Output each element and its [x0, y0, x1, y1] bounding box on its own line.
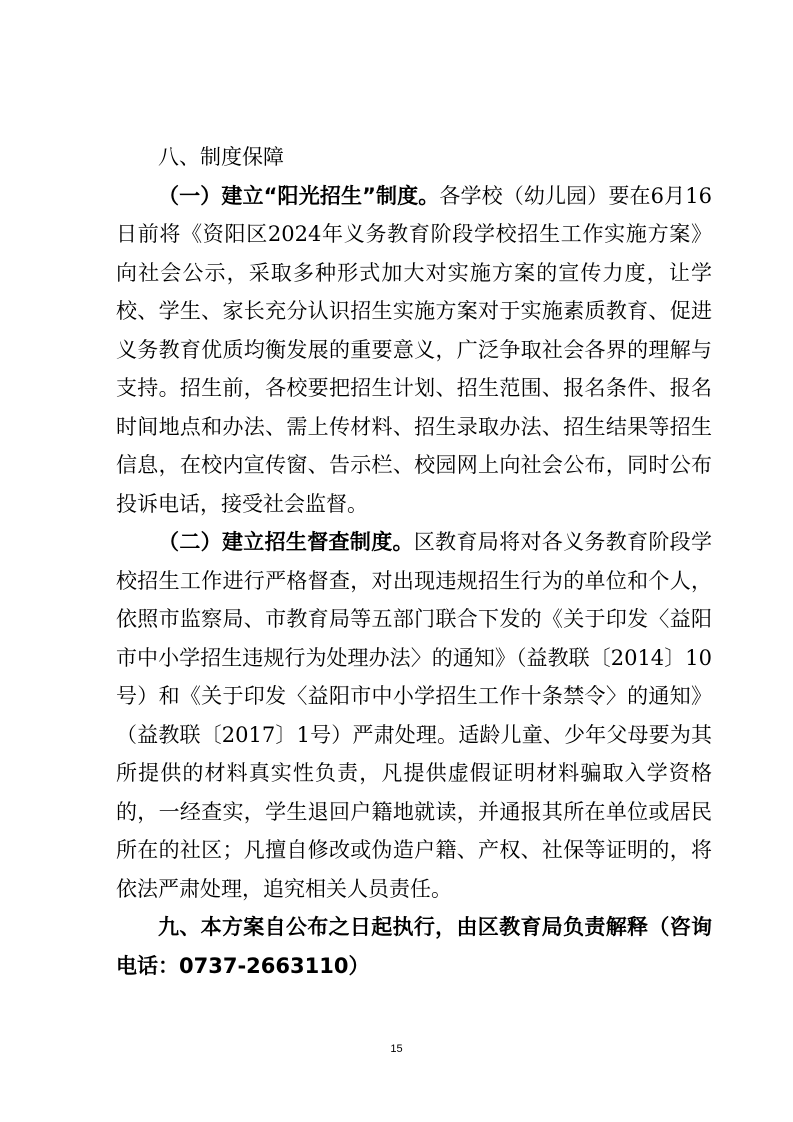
subheading-enrollment-supervision: （二）建立招生督查制度。: [158, 530, 414, 554]
subheading-sunshine-enrollment: （一）建立“阳光招生”制度。: [158, 183, 440, 208]
paragraph-sunshine-enrollment: [116, 177, 712, 524]
page-number: 15: [390, 1043, 403, 1055]
paragraph-text: 区教育局将对各义务教育阶段学校招生工作进行严格督查，对出现违规招生行为的单位和个人，依照市监察局、市教育局等五部门联合下发的《关于印发〈益阳市中小学招生违规行为处理办法〉的通知》（益教联〔2014〕10号）和《关于印发〈益阳市中小学招生工作十条禁令〉的通知》（益教联〔2017〕1号）严肃处理。适龄儿童、少年父母要为其所提供的材料真实性负责，凡提供虚假证明材料骗取入学资格的，一经查实，学生退回户籍地就读，并通报其所在单位或居民所在的社区；凡擅自修改或伪造户籍、产权、社保等证明的，将依法严肃处理，追究相关人员责任。: [116, 530, 713, 901]
document-body: [116, 138, 712, 985]
section-heading-institutional-guarantee: 八、制度保障: [158, 145, 284, 169]
paragraph-text: 各学校（幼儿园）要在6月16日前将《资阳区2024年义务教育阶段学校招生工作实施方案》向社会公示，采取多种形式加大对实施方案的宣传力度，让学校、学生、家长充分认识招生实施方案对于实施素质教育、促进义务教育优质均衡发展的重要意义，广泛争取社会各界的理解与支持。招生前，各校要把招生计划、招生范围、报名条件、报名时间地点和办法、需上传材料、招生录取办法、招生结果等招生信息，在校内宣传窗、告示栏、校园网上向社会公布，同时公布投诉电话，接受社会监督。: [116, 183, 712, 516]
paragraph-enrollment-supervision: [116, 523, 712, 908]
section-nine-statement: 九、本方案自公布之日起执行，由区教育局负责解释（咨询电话：0737-2663110）: [116, 915, 712, 978]
